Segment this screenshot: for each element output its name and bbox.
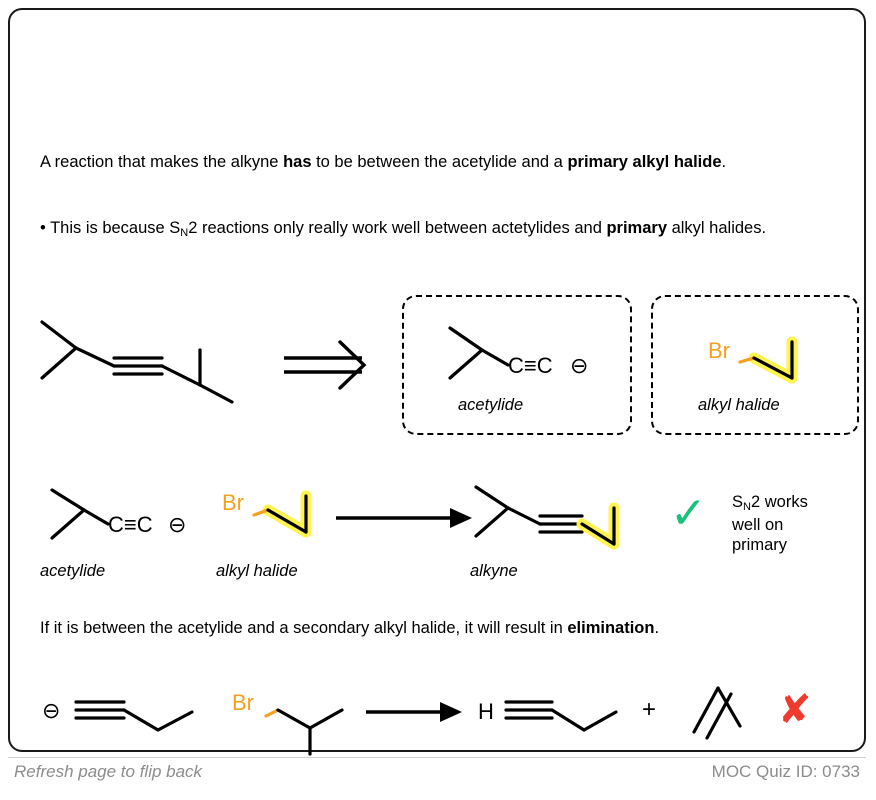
rxn1-acetylide-ctriplec-label: C≡C	[108, 512, 153, 537]
verdict-line2: well on	[732, 515, 784, 534]
secondary-note-suffix: .	[654, 619, 660, 637]
rxn1-acetylide-charge: ⊖	[168, 512, 187, 537]
retro-br-label: Br	[708, 338, 730, 363]
rxn2-charge: ⊖	[42, 698, 61, 723]
retro-acetylide-structure	[450, 328, 588, 378]
rxn2-plus-sign: +	[642, 696, 657, 723]
quiz-id: MOC Quiz ID: 0733	[711, 762, 860, 781]
retrosynthesis-arrow	[284, 342, 364, 388]
verdict-line3: primary	[732, 536, 788, 555]
retro-acetylide-charge: ⊖	[570, 353, 589, 378]
verdict-suffix: 2 works	[750, 493, 808, 511]
rxn1-acetylide-caption: acetylide	[40, 562, 106, 580]
verdict-subscript-n: N	[743, 500, 751, 513]
refresh-hint: Refresh page to flip back	[14, 762, 203, 781]
intro-prefix: A reaction that makes the alkyne	[40, 153, 284, 171]
rxn1-reaction-arrow	[336, 508, 472, 528]
retro-alkyne-structure	[42, 322, 232, 402]
rxn2-product-alkyne-structure	[478, 699, 616, 730]
retro-acetylide-caption: acetylide	[458, 396, 524, 414]
footer-divider	[8, 757, 866, 758]
rxn1-br-label: Br	[222, 490, 244, 515]
retro-acetylide-ctriplec-label: C≡C	[508, 353, 553, 378]
bullet-mid: 2 reactions only really work well between actetylides and	[188, 219, 607, 237]
secondary-note-bold-elimination: elimination	[567, 619, 655, 637]
rxn2-h-label: H	[478, 699, 494, 724]
quiz-card	[8, 8, 866, 752]
bullet-suffix: alkyl halides.	[667, 219, 767, 237]
bullet-subscript-n: N	[180, 226, 189, 239]
intro-bold-primary-alkyl-halide: primary alkyl halide	[567, 153, 722, 171]
rxn2-reaction-arrow	[366, 702, 462, 722]
intro-suffix: .	[721, 153, 727, 171]
rxn1-verdict-text	[732, 492, 852, 556]
intro-bold-has: has	[283, 153, 312, 171]
secondary-note-prefix: If it is between the acetylide and a secondary alkyl halide, it will result in	[40, 619, 568, 637]
verdict-prefix: S	[732, 493, 744, 511]
check-mark-icon: ✓	[670, 488, 707, 539]
rxn2-acetylide-structure	[42, 698, 192, 730]
rxn1-acetylide-structure	[52, 490, 186, 538]
rxn1-halide-caption: alkyl halide	[216, 562, 298, 580]
retro-alkyl-halide-structure	[708, 338, 792, 378]
retro-halide-caption: alkyl halide	[698, 396, 780, 414]
intro-mid: to be between the acetylide and a	[311, 153, 568, 171]
rxn1-alkyl-halide-structure	[222, 490, 306, 532]
cross-mark-icon: ✘	[778, 687, 812, 733]
rxn2-alkyl-halide-structure	[232, 690, 342, 754]
structures-canvas	[10, 10, 868, 754]
bullet-prefix: • This is because S	[40, 219, 181, 237]
secondary-note-paragraph	[40, 618, 760, 640]
rxn1-product-caption: alkyne	[470, 562, 518, 580]
bullet-bold-primary: primary	[606, 219, 667, 237]
rxn1-product-structure	[476, 487, 614, 544]
rxn2-product-alkene-structure	[694, 688, 740, 738]
rxn2-br-label: Br	[232, 690, 254, 715]
